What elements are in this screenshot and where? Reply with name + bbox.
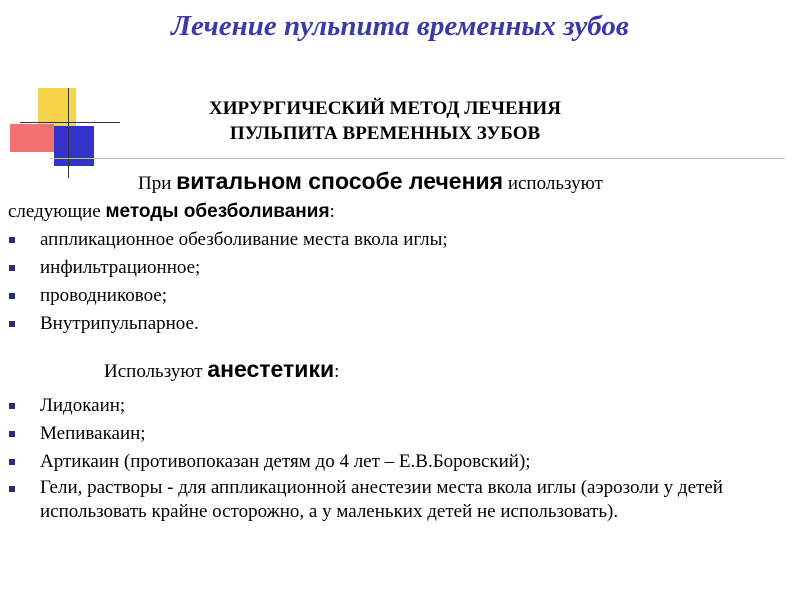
slide-title: Лечение пульпита временных зубов [171, 10, 629, 42]
intro-line-1 [8, 167, 788, 198]
list-item: Гели, растворы - для аппликационной анестезии места вкола иглы (аэрозоли у детей использовать крайне осторожно, а у маленьких детей не использовать). [8, 476, 788, 524]
anesthetics-pre: Используют [104, 361, 203, 382]
list-item: проводниковое; [8, 282, 788, 310]
list-item: инфильтрационное; [8, 254, 788, 282]
anesthetics-highlight: анестетики [207, 356, 335, 382]
red-rectangle [10, 124, 54, 152]
list-item: Артикаин (противопоказан детям до 4 лет – Е.В.Боровский); [8, 448, 788, 476]
anesthetics-list [8, 392, 788, 524]
horizontal-line [20, 122, 120, 123]
intro-line2-pre: следующие [8, 201, 101, 222]
yellow-square [38, 88, 76, 126]
intro-highlight: витальном способе лечения [176, 168, 504, 194]
subtitle-line-1: ХИРУРГИЧЕСКИЙ МЕТОД ЛЕЧЕНИЯ [209, 98, 561, 119]
intro-line-2 [8, 198, 788, 226]
intro-line2-bold: методы обезболивания [105, 201, 330, 222]
subtitle-line-2: ПУЛЬПИТА ВРЕМЕННЫХ ЗУБОВ [229, 123, 541, 144]
methods-list [8, 226, 788, 338]
anesthetics-post: : [334, 361, 340, 382]
anesthetics-heading [104, 355, 339, 386]
blue-square [54, 126, 94, 166]
list-item: Внутрипульпарное. [8, 310, 788, 338]
intro-paragraph [8, 167, 788, 226]
divider-line [50, 158, 785, 159]
intro-line2-post: : [329, 201, 335, 222]
intro-post: используют [507, 173, 603, 194]
vertical-line [68, 88, 69, 178]
decorative-squares [10, 88, 120, 178]
list-item: аппликационное обезболивание места вкола иглы; [8, 226, 788, 254]
list-item: Лидокаин; [8, 392, 788, 420]
list-item: Мепивакаин; [8, 420, 788, 448]
intro-pre: При [138, 173, 172, 194]
